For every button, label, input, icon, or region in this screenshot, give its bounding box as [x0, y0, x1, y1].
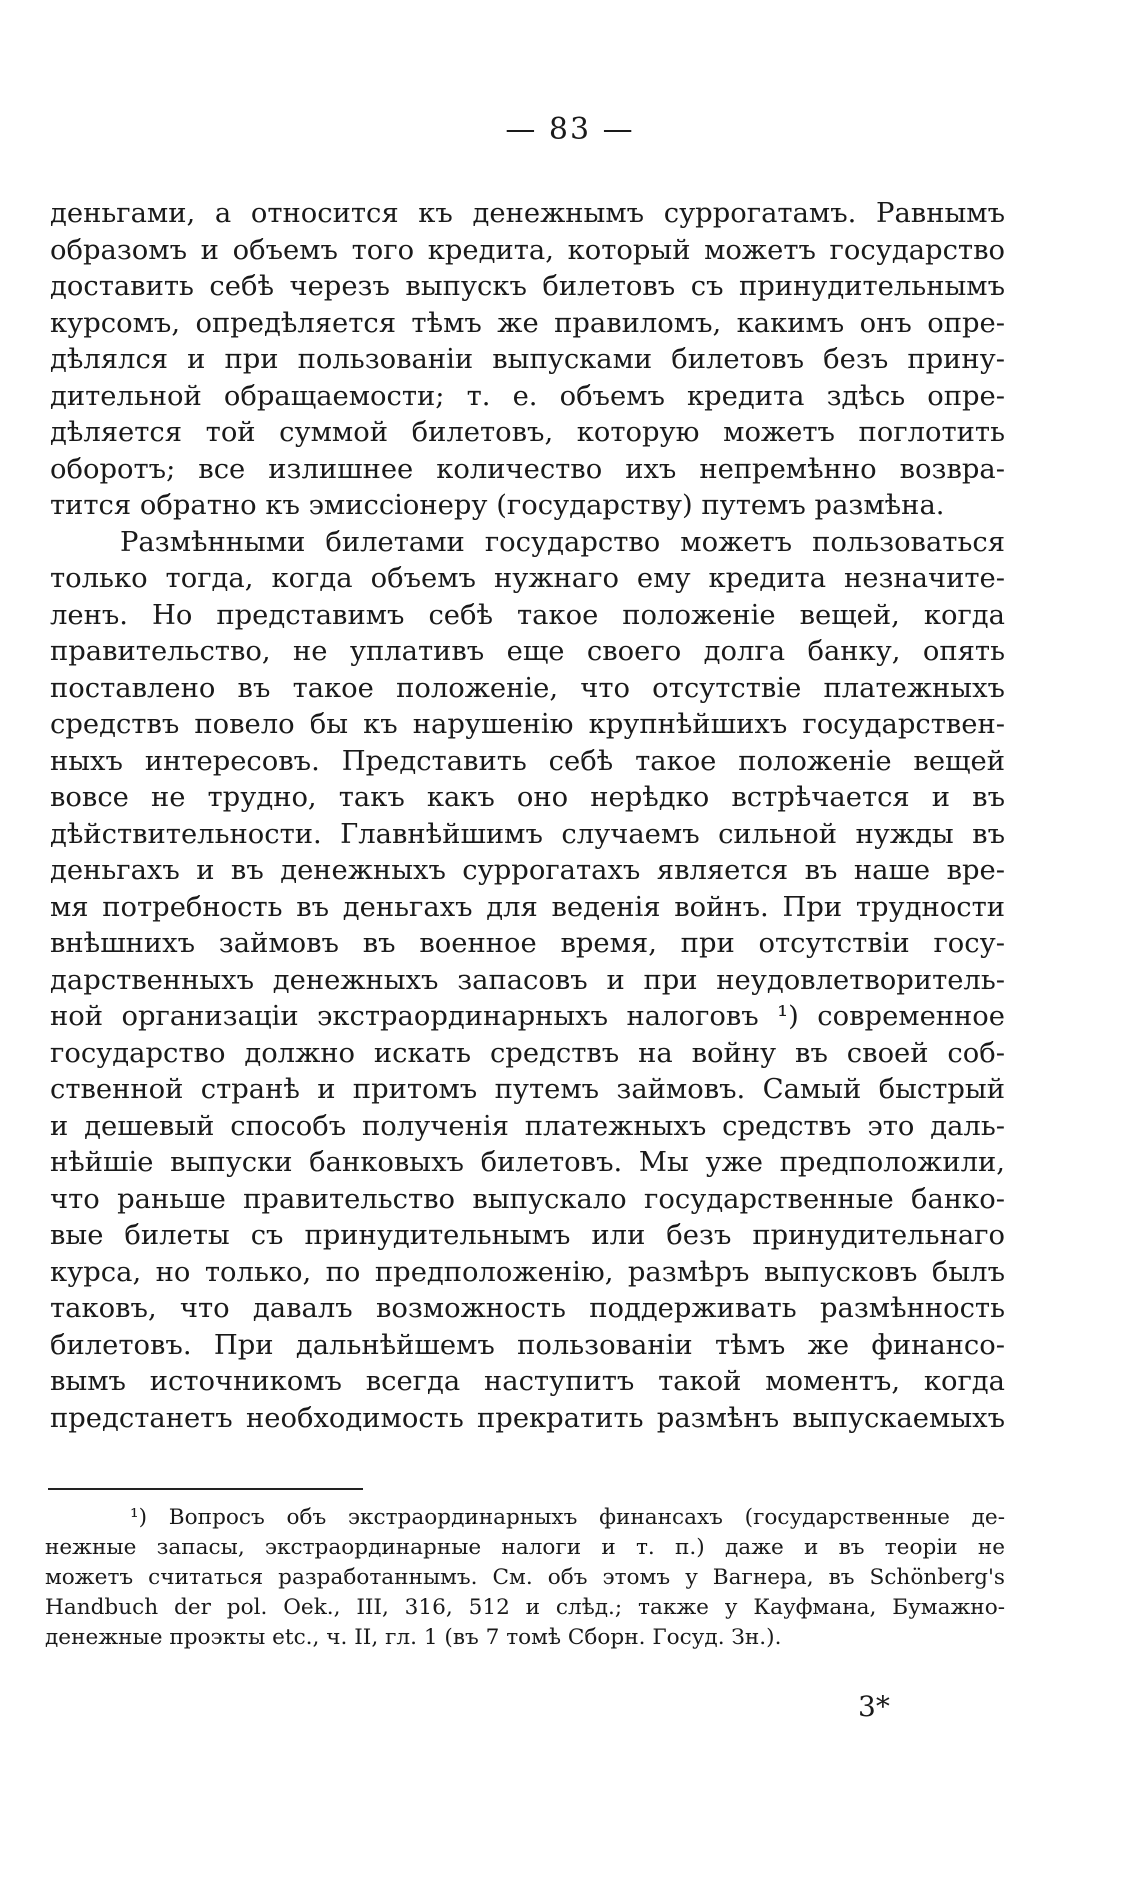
text-line: дительной обращаемости; т. е. объемъ кредита здѣсь опре- — [50, 380, 1005, 412]
text-line: дарственныхъ денежныхъ запасовъ и при неудовлетворитель- — [50, 964, 1005, 996]
text-line: только тогда, когда объемъ нужнаго ему кредита незначите- — [50, 563, 1005, 594]
text-line: ленъ. Но представимъ себѣ такое положеніе вещей, когда — [50, 599, 1005, 631]
text-line: ной организаціи экстраординарныхъ налоговъ ¹) современное — [50, 1001, 1005, 1032]
text-line: курса, но только, по предположенію, размѣръ выпусковъ былъ — [50, 1256, 1005, 1288]
text-line: тится обратно къ эмиссіонеру (государству) путемъ размѣна. — [50, 490, 945, 521]
footnote-line: денежные проэкты etc., ч. II, гл. 1 (въ 7 томѣ Сборн. Госуд. Зн.). — [45, 1625, 782, 1650]
text-line: нѣйшіе выпуски банковыхъ билетовъ. Мы уже предположили, — [50, 1147, 1005, 1178]
text-line: деньгахъ и въ денежныхъ суррогатахъ является въ наше вре- — [50, 855, 1005, 886]
text-line: дѣлялся и при пользованіи выпусками билетовъ безъ прину- — [50, 344, 1005, 375]
text-line: внѣшнихъ займовъ въ военное время, при отсутствіи госу- — [50, 928, 1005, 959]
text-line: и дешевый способъ полученія платежныхъ средствъ это даль- — [50, 1110, 1005, 1142]
text-line: вовсе не трудно, такъ какъ оно нерѣдко встрѣчается и въ — [50, 782, 1005, 813]
text-line: предстанетъ необходимость прекратить размѣнъ выпускаемыхъ — [50, 1402, 1005, 1434]
text-line: дѣляется той суммой билетовъ, которую можетъ поглотить — [50, 417, 1005, 448]
text-line: Размѣнными билетами государство можетъ пользоваться — [120, 526, 1005, 558]
footnote-line: Handbuch der pol. Oek., III, 316, 512 и слѣд.; также у Кауфмана, Бумажно- — [45, 1595, 1005, 1620]
footnotes — [45, 1503, 1005, 1653]
text-line: вые билеты съ принудительнымъ или безъ принудительнаго — [50, 1220, 1005, 1251]
text-line: поставлено въ такое положеніе, что отсутствіе платежныхъ — [50, 672, 1005, 704]
text-line: образомъ и объемъ того кредита, который можетъ государство — [50, 234, 1005, 266]
text-line: билетовъ. При дальнѣйшемъ пользованіи тѣмъ же финансо- — [50, 1329, 1005, 1361]
footnote-line: нежные запасы, экстраординарные налоги и т. п.) даже и въ теоріи не — [45, 1535, 1005, 1560]
text-line: ственной странѣ и притомъ путемъ займовъ. Самый быстрый — [50, 1074, 1005, 1105]
text-line: таковъ, что давалъ возможность поддерживать размѣнность — [50, 1293, 1005, 1324]
text-line: средствъ повело бы къ нарушенію крупнѣйшихъ государствен- — [50, 709, 1005, 740]
footnote-divider — [48, 1488, 363, 1490]
text-line: деньгами, а относится къ денежнымъ суррогатамъ. Равнымъ — [50, 198, 1005, 229]
text-line: что раньше правительство выпускало государственные банко- — [50, 1183, 1005, 1215]
body-text — [50, 196, 1005, 1437]
text-line: оборотъ; все излишнее количество ихъ непремѣнно возвра- — [50, 453, 1005, 485]
page-number: — 83 — — [505, 112, 635, 147]
text-line: правительство, не уплативъ еще своего долга банку, опять — [50, 636, 1005, 667]
text-line: ныхъ интересовъ. Представить себѣ такое положеніе вещей — [50, 745, 1005, 777]
text-line: доставить себѣ черезъ выпускъ билетовъ съ принудительнымъ — [50, 271, 1005, 302]
footnote-line: можетъ считаться разработаннымъ. См. объ этомъ у Вагнера, въ Schönberg's — [45, 1565, 1005, 1590]
text-line: дѣйствительности. Главнѣйшимъ случаемъ сильной нужды въ — [50, 818, 1005, 850]
text-line: государство должно искать средствъ на войну въ своей соб- — [50, 1037, 1005, 1069]
text-line: мя потребность въ деньгахъ для веденія войнъ. При трудности — [50, 891, 1005, 923]
footnote-line: ¹) Вопросъ объ экстраординарныхъ финансахъ (государственные де- — [130, 1505, 1005, 1530]
text-line: вымъ источникомъ всегда наступитъ такой моментъ, когда — [50, 1366, 1005, 1397]
sheet-signature: 3* — [858, 1690, 890, 1723]
text-line: курсомъ, опредѣляется тѣмъ же правиломъ, какимъ онъ опре- — [50, 307, 1005, 339]
